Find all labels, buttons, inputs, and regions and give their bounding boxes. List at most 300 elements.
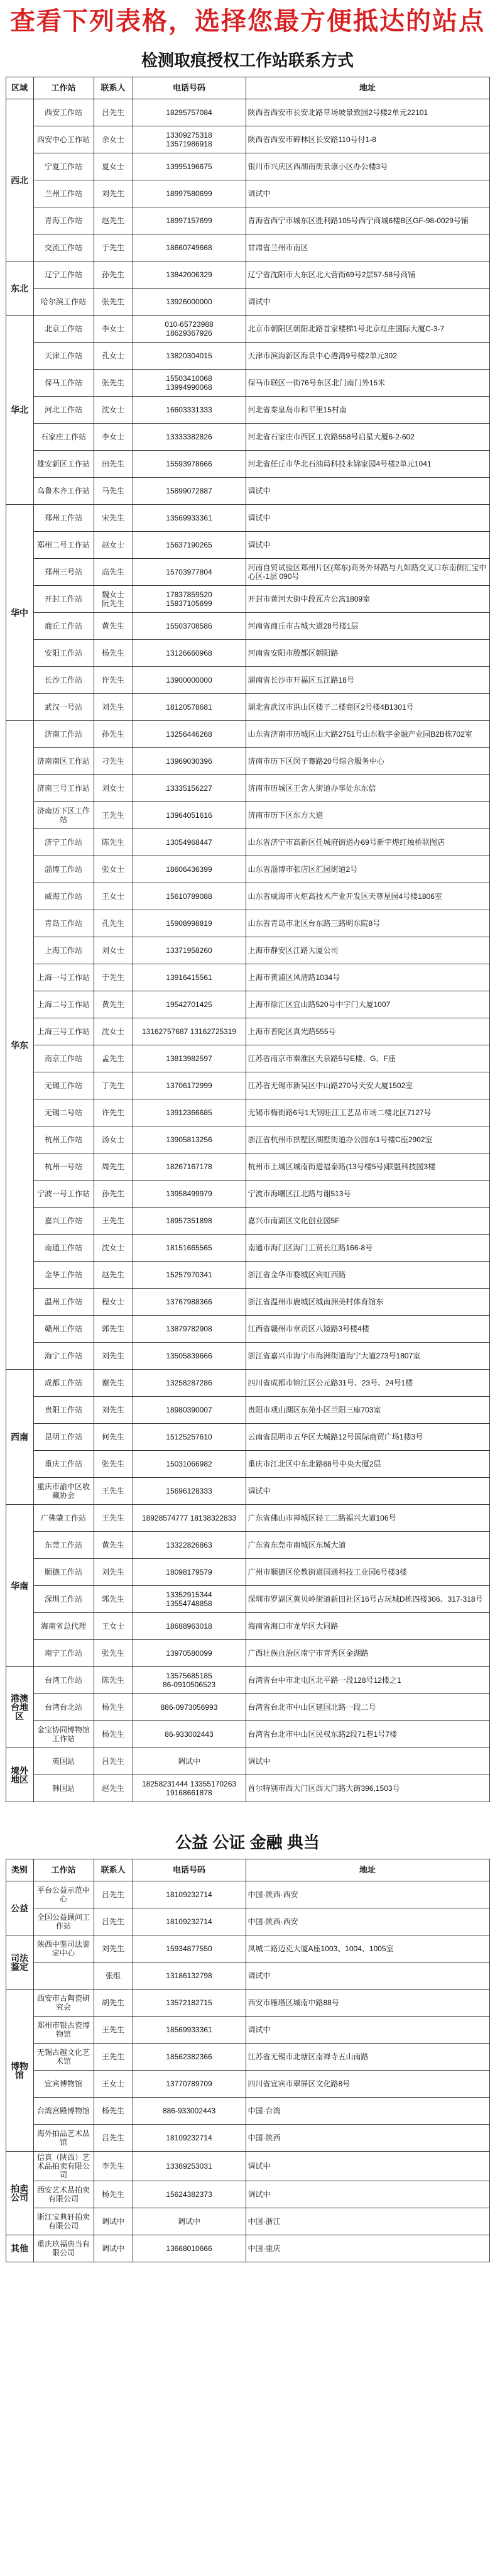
phone-cell: 15503708586 [133,613,246,640]
contact-cell: 田先生 [94,451,133,478]
contact-cell: 马先生 [94,478,133,505]
table-row [6,153,489,180]
station-cell: 郑州工作站 [33,505,94,532]
table-row [6,640,489,667]
contact-cell: 沈女士 [94,1018,133,1045]
station-cell: 台湾台北站 [33,1694,94,1721]
address-cell: 四川省宜宾市翠屏区文化路8号 [246,2071,489,2098]
table-row [6,1397,489,1424]
address-cell: 海南省海口市龙华区大同路 [246,1613,489,1640]
phone-cell: 13389253031 [133,2152,246,2181]
contact-cell: 黄先生 [94,1532,133,1559]
address-cell: 调试中 [246,180,489,207]
contact-cell: 李女士 [94,424,133,451]
station-cell: 英国站 [33,1748,94,1775]
contact-cell: 孟先生 [94,1045,133,1072]
address-cell: 浙江省杭州市拱墅区湖墅街道办公园东1号楼C座2902室 [246,1126,489,1153]
table-row [6,829,489,856]
phone-cell: 13770789709 [133,2071,246,2098]
station-cell: 青岛工作站 [33,910,94,937]
station-cell: 石家庄工作站 [33,424,94,451]
contact-cell: 沈女士 [94,1235,133,1262]
table-row [6,424,489,451]
station-cell: 海南省总代理 [33,1613,94,1640]
station-cell: 辽宁工作站 [33,261,94,289]
contact-cell: 何先生 [94,1424,133,1451]
phone-cell: 18267167178 [133,1153,246,1181]
contact-cell: 吕先生 [94,1881,133,1908]
station-cell: 浙江宝典轩拍卖有限公司 [33,2208,94,2235]
contact-cell: 调试中 [94,2208,133,2235]
header-contact: 联系人 [94,77,133,99]
contact-cell: 吕先生 [94,1908,133,1935]
region-cell: 港澳台地区 [6,1667,33,1748]
station-cell: 陕西中鉴司法鉴定中心 [33,1935,94,1962]
address-cell: 浙江省温州市鹿城区城南洲美村体育馆东 [246,1289,489,1316]
phone-cell: 13970580099 [133,1640,246,1667]
phone-cell: 调试中 [133,2208,246,2235]
table-row [6,1505,489,1532]
station-cell: 顺德工作站 [33,1559,94,1586]
station-cell: 西安艺术品拍卖有限公司 [33,2181,94,2208]
contact-cell: 谢先生 [94,1370,133,1397]
contact-cell: 于先生 [94,964,133,991]
station-cell: 贵阳工作站 [33,1397,94,1424]
table-row [6,1935,489,1962]
contact-cell: 王先生 [94,1478,133,1505]
station-cell: 郑州三号站 [33,559,94,586]
phone-cell: 13958499979 [133,1181,246,1208]
table-row [6,1072,489,1099]
contact-cell: 许先生 [94,1099,133,1126]
table-row [6,586,489,613]
station-cell: 郑州市银古瓷博物馆 [33,2017,94,2044]
address-cell: 济南市历下区闵子骞路20号综合服务中心 [246,748,489,775]
phone-cell: 886-933002443 [133,2098,246,2125]
address-cell: 济南市历下区东方大道 [246,802,489,829]
phone-cell: 13905813256 [133,1126,246,1153]
station-cell: 信真（陕西）艺术品拍卖有限公司 [33,2152,94,2181]
contact-cell: 魏女士 阮先生 [94,586,133,613]
contact-cell: 赵先生 [94,1775,133,1802]
category-cell: 公益 [6,1881,33,1935]
station-cell: 平台公益示范中心 [33,1881,94,1908]
phone-cell: 18562382366 [133,2044,246,2071]
phone-cell: 18997580699 [133,180,246,207]
address-cell: 广西壮族自治区南宁市青秀区金湖路 [246,1640,489,1667]
table-row [6,694,489,721]
address-cell: 甘肃省兰州市南区 [246,234,489,261]
address-cell: 保马市联区一街76号东区北门南门外15米 [246,370,489,397]
table-row [6,1478,489,1505]
header-region: 区域 [6,77,33,99]
table-row [6,1370,489,1397]
station-cell: 哈尔滨工作站 [33,289,94,316]
contact-cell: 孙先生 [94,721,133,748]
table-row [6,2044,489,2071]
contact-cell: 周先生 [94,1153,133,1181]
table-row [6,1208,489,1235]
table-row [6,478,489,505]
phone-cell: 18109232714 [133,2125,246,2152]
table-row [6,1018,489,1045]
station-cell: 商丘工作站 [33,613,94,640]
station-cell: 重庆工作站 [33,1451,94,1478]
contact-cell: 张女士 [94,856,133,883]
contact-cell: 刘先生 [94,1397,133,1424]
contact-cell: 王女士 [94,883,133,910]
address-cell: 山东省威海市火炬高技术产业开发区天尊星园4号楼1806室 [246,883,489,910]
table-row [6,991,489,1018]
region-cell: 华中 [6,505,33,721]
address-cell: 贵阳市观山湖区东苑小区兰阳三座703室 [246,1397,489,1424]
category-cell: 其他 [6,2235,33,2262]
table-row [6,1775,489,1802]
table-row [6,316,489,343]
contact-cell: 宋先生 [94,505,133,532]
table-row [6,2071,489,2098]
address-cell: 调试中 [246,532,489,559]
station-cell: 宜宾博物馆 [33,2071,94,2098]
table1-title: 检测取痕授权工作站联系方式 [141,51,354,70]
table-row [6,883,489,910]
station-cell: 海外拍品艺术品馆 [33,2125,94,2152]
table-row [6,1262,489,1289]
address-cell: 北京市朝阳区朝阳北路首家楼梯1号北京红庄国际大厦C-3-7 [246,316,489,343]
contact-cell: 陈先生 [94,1667,133,1694]
station-cell: 交流工作站 [33,234,94,261]
phone-cell: 13371958260 [133,937,246,964]
contact-cell: 杨先生 [94,1694,133,1721]
contact-cell: 许先生 [94,667,133,694]
address-cell: 青海省西宁市城东区胜利路105号西宁商城6楼B区GF-98-0029号铺 [246,207,489,234]
phone-cell: 13879782908 [133,1316,246,1343]
station-cell: 济南工作站 [33,721,94,748]
phone-cell: 15125257610 [133,1424,246,1451]
address-cell: 广州市顺德区伦教街道国通科技工业园6号楼3楼 [246,1559,489,1586]
station-cell: 全国公益顾问工作站 [33,1908,94,1935]
address-cell: 天津市滨海新区海景中心港湾9号楼2单元302 [246,343,489,370]
contact-cell: 沈女士 [94,397,133,424]
contact-cell: 王先生 [94,802,133,829]
address-cell: 河南自贸试验区郑州片区(郑东)商务外环路与九如路交叉口东南侧汇宝中心区-1层 090号 [246,559,489,586]
region-cell: 西南 [6,1370,33,1505]
phone-cell: 18688963018 [133,1613,246,1640]
table-row [6,126,489,153]
contact-cell: 吕先生 [94,99,133,126]
station-cell: 西安中心工作站 [33,126,94,153]
station-cell: 南通工作站 [33,1235,94,1262]
station-cell: 济宁工作站 [33,829,94,856]
address-cell: 上海市普陀区真光路555号 [246,1018,489,1045]
header-station: 工作站 [33,77,94,99]
station-cell: 上海一号工作站 [33,964,94,991]
address-cell: 台湾省台北市中山区民权东路2段71巷1号7楼 [246,1721,489,1748]
table-row [6,1881,489,1908]
address-cell: 深圳市罗湖区黄贝岭街道新田社区16号古玩城D栋四楼306、317-318号 [246,1586,489,1613]
address-cell: 江苏省南京市秦淮区天泉路5号E楼、G、F座 [246,1045,489,1072]
station-cell: 西安市古陶瓷研究会 [33,1990,94,2017]
contact-cell: 夏女士 [94,153,133,180]
workstation-table [6,77,490,1802]
phone-cell: 13842006329 [133,261,246,289]
category-cell: 博物馆 [6,1990,33,2152]
phone-cell: 15908998819 [133,910,246,937]
contact-cell: 赵先生 [94,1262,133,1289]
contact-cell: 赵女士 [94,532,133,559]
table-row [6,1424,489,1451]
station-cell: 上海三号工作站 [33,1018,94,1045]
phone-cell: 13572182715 [133,1990,246,2017]
public-service-table [6,1859,490,2262]
table-row [6,775,489,802]
contact-cell: 汤女士 [94,1126,133,1153]
table-row [6,2152,489,2181]
phone-cell: 13309275318 13571986918 [133,126,246,153]
phone-cell: 18098179579 [133,1559,246,1586]
contact-cell: 王先生 [94,1208,133,1235]
header-address: 地址 [246,77,489,99]
station-cell: 杭州工作站 [33,1126,94,1153]
phone-cell: 13912366685 [133,1099,246,1126]
address-cell: 浙江省金华市婺城区宾虹西路 [246,1262,489,1289]
phone-cell: 13162757687 13162725319 [133,1018,246,1045]
address-cell: 济南市历城区王舍人街道办事处东东信 [246,775,489,802]
workstation-table-body [6,99,489,1802]
phone-cell: 13575685185 86-0910506523 [133,1667,246,1694]
region-cell: 华北 [6,316,33,505]
table-row [6,1990,489,2017]
region-cell: 境外地区 [6,1748,33,1802]
address-cell: 调试中 [246,505,489,532]
station-cell: 韩国站 [33,1775,94,1802]
table-row [6,1748,489,1775]
phone-cell: 15899072887 [133,478,246,505]
phone-cell: 15610789088 [133,883,246,910]
table-row [6,2098,489,2125]
station-cell: 河北工作站 [33,397,94,424]
phone-cell: 18151665565 [133,1235,246,1262]
header-phone: 电话号码 [133,77,246,99]
phone-cell: 18928574777 18138322833 [133,1505,246,1532]
region-cell: 东北 [6,261,33,316]
station-cell: 西安工作站 [33,99,94,126]
table-row [6,937,489,964]
table-row [6,1586,489,1613]
contact-cell: 张先生 [94,1640,133,1667]
address-cell: 山东省青岛市北区台东路三路明东院8号 [246,910,489,937]
phone-cell: 18957351898 [133,1208,246,1235]
contact-cell: 刘先生 [94,1343,133,1370]
phone-cell: 18569933361 [133,2017,246,2044]
table-row [6,1316,489,1343]
table-row [6,1235,489,1262]
contact-cell: 李女士 [94,316,133,343]
phone-cell: 13916415561 [133,964,246,991]
phone-cell: 010-65723988 18629367926 [133,316,246,343]
station-cell: 嘉兴工作站 [33,1208,94,1235]
table-row [6,1667,489,1694]
contact-cell: 张先生 [94,289,133,316]
address-cell: 凤城二路迈克大厦A座1003、1004、1005室 [246,1935,489,1962]
phone-cell: 18109232714 [133,1881,246,1908]
phone-cell: 13813982597 [133,1045,246,1072]
address-cell: 宁波市海曙区江北路与谢513号 [246,1181,489,1208]
phone-cell: 13333382826 [133,424,246,451]
address-cell: 首尔特别市西大门区西大门路大街396,1503号 [246,1775,489,1802]
station-cell: 乌鲁木齐工作站 [33,478,94,505]
table-row [6,2181,489,2208]
table-row [6,1153,489,1181]
contact-cell: 程女士 [94,1289,133,1316]
contact-cell: 胡先生 [94,1990,133,2017]
contact-cell: 孙先生 [94,261,133,289]
phone-cell: 13820304015 [133,343,246,370]
address-cell: 河南省安阳市殷都区朝阳路 [246,640,489,667]
address-cell: 开封市黄河大街中段瓦片公寓1809室 [246,586,489,613]
table-row [6,1343,489,1370]
table-row [6,1613,489,1640]
table-row [6,1289,489,1316]
station-cell: 广佛肇工作站 [33,1505,94,1532]
table-row [6,856,489,883]
station-cell: 青海工作站 [33,207,94,234]
address-cell: 浙江省嘉兴市海宁市海洲街道海宁大道273号1807室 [246,1343,489,1370]
address-cell: 南通市海门区海门工贸长江路166-8号 [246,1235,489,1262]
region-cell: 华南 [6,1505,33,1667]
station-cell: 宁夏工作站 [33,153,94,180]
address-cell: 台湾省台中市北屯区北平路一段128号12楼之1 [246,1667,489,1694]
category-cell: 拍卖公司 [6,2152,33,2235]
address-cell: 陕西省西安市长安北路草场坡景致园2号楼2单元22101 [246,99,489,126]
address-cell: 调试中 [246,1748,489,1775]
address-cell: 调试中 [246,2181,489,2208]
table-row [6,451,489,478]
station-cell: 济南南区工作站 [33,748,94,775]
address-cell: 江西省赣州市章贡区八镜路3号楼4楼 [246,1316,489,1343]
phone-cell: 13706172999 [133,1072,246,1099]
phone-cell: 13258287286 [133,1370,246,1397]
table-row [6,234,489,261]
phone-cell: 13767988366 [133,1289,246,1316]
station-cell: 威海工作站 [33,883,94,910]
phone-cell: 调试中 [133,1748,246,1775]
table-row [6,721,489,748]
contact-cell: 李先生 [94,2152,133,2181]
table-row [6,1045,489,1072]
address-cell: 河北省任丘市华北石油局科技永锦家园4号楼2单元1041 [246,451,489,478]
contact-cell: 王女士 [94,1613,133,1640]
table-row [6,1451,489,1478]
address-cell: 调试中 [246,2152,489,2181]
address-cell: 广东省佛山市禅城区轻工二路福兴大道106号 [246,1505,489,1532]
phone-cell: 15031066982 [133,1451,246,1478]
address-cell: 上海市静安区江路大厦公司 [246,937,489,964]
contact-cell: 丁先生 [94,1072,133,1099]
header-phone: 电话号码 [133,1859,246,1881]
contact-cell: 孔先生 [94,910,133,937]
contact-cell: 刘先生 [94,1559,133,1586]
phone-cell: 18997157699 [133,207,246,234]
station-cell: 淄博工作站 [33,856,94,883]
table-row [6,802,489,829]
contact-cell: 刁先生 [94,748,133,775]
table-row [6,397,489,424]
phone-cell: 13995196675 [133,153,246,180]
address-cell: 中国·重庆 [246,2235,489,2262]
address-cell: 中国·台湾 [246,2098,489,2125]
station-cell: 成都工作站 [33,1370,94,1397]
contact-cell: 杨先生 [94,2098,133,2125]
station-cell: 天津工作站 [33,343,94,370]
address-cell: 重庆市江北区中东北路88号中央大厦2层 [246,1451,489,1478]
contact-cell: 于先生 [94,234,133,261]
address-cell: 银川市兴庆区西湖南街景康小区办公楼3号 [246,153,489,180]
phone-cell: 13054968447 [133,829,246,856]
table-row [6,1181,489,1208]
contact-cell: 孙先生 [94,1181,133,1208]
phone-cell: 15624382373 [133,2181,246,2208]
address-cell: 调试中 [246,1962,489,1990]
region-cell: 西北 [6,99,33,261]
phone-cell: 15703977804 [133,559,246,586]
station-cell: 兰州工作站 [33,180,94,207]
address-cell: 上海市黄浦区风清路1034号 [246,964,489,991]
contact-cell: 郭先生 [94,1586,133,1613]
phone-cell: 15934877550 [133,1935,246,1962]
address-cell: 湖南省长沙市开福区五江路18号 [246,667,489,694]
phone-cell: 17837859520 15837105699 [133,586,246,613]
station-cell: 南宁工作站 [33,1640,94,1667]
table-row [6,1640,489,1667]
header-address: 地址 [246,1859,489,1881]
station-cell [33,1962,94,1990]
address-cell: 江苏省无锡市新吴区中山路270号天安大厦1502室 [246,1072,489,1099]
station-cell: 台湾工作站 [33,1667,94,1694]
phone-cell: 15503410068 13994990068 [133,370,246,397]
station-cell: 雄安新区工作站 [33,451,94,478]
contact-cell: 杨先生 [94,640,133,667]
phone-cell: 18258231444 13355170263 19168661878 [133,1775,246,1802]
station-cell: 宁波一号工作站 [33,1181,94,1208]
table-row [6,2235,489,2262]
station-cell: 无锡古越文化艺术馆 [33,2044,94,2071]
contact-cell: 郭先生 [94,1316,133,1343]
contact-cell: 吕先生 [94,2125,133,2152]
table-row [6,2017,489,2044]
address-cell: 湖北省武汉市洪山区楼子二楼商区2号楼4B1301号 [246,694,489,721]
address-cell: 中国·陕西·西安 [246,1908,489,1935]
phone-cell: 18660749668 [133,234,246,261]
phone-cell: 15696128333 [133,1478,246,1505]
station-cell: 济南历下区工作站 [33,802,94,829]
contact-cell: 孔女士 [94,343,133,370]
address-cell: 调试中 [246,1478,489,1505]
station-cell: 南京工作站 [33,1045,94,1072]
address-cell: 辽宁省沈阳市大东区北大营街69号2层57-58号商铺 [246,261,489,289]
table-row [6,964,489,991]
address-cell: 调试中 [246,289,489,316]
address-cell: 中国·陕西·西安 [246,1881,489,1908]
contact-cell: 黄先生 [94,991,133,1018]
table-row [6,289,489,316]
station-cell: 温州工作站 [33,1289,94,1316]
table-row [6,180,489,207]
address-cell: 上海市徐汇区宜山路520号中宇门大厦1007 [246,991,489,1018]
table-row [6,1099,489,1126]
phone-cell: 13926000000 [133,289,246,316]
station-cell: 上海二号工作站 [33,991,94,1018]
